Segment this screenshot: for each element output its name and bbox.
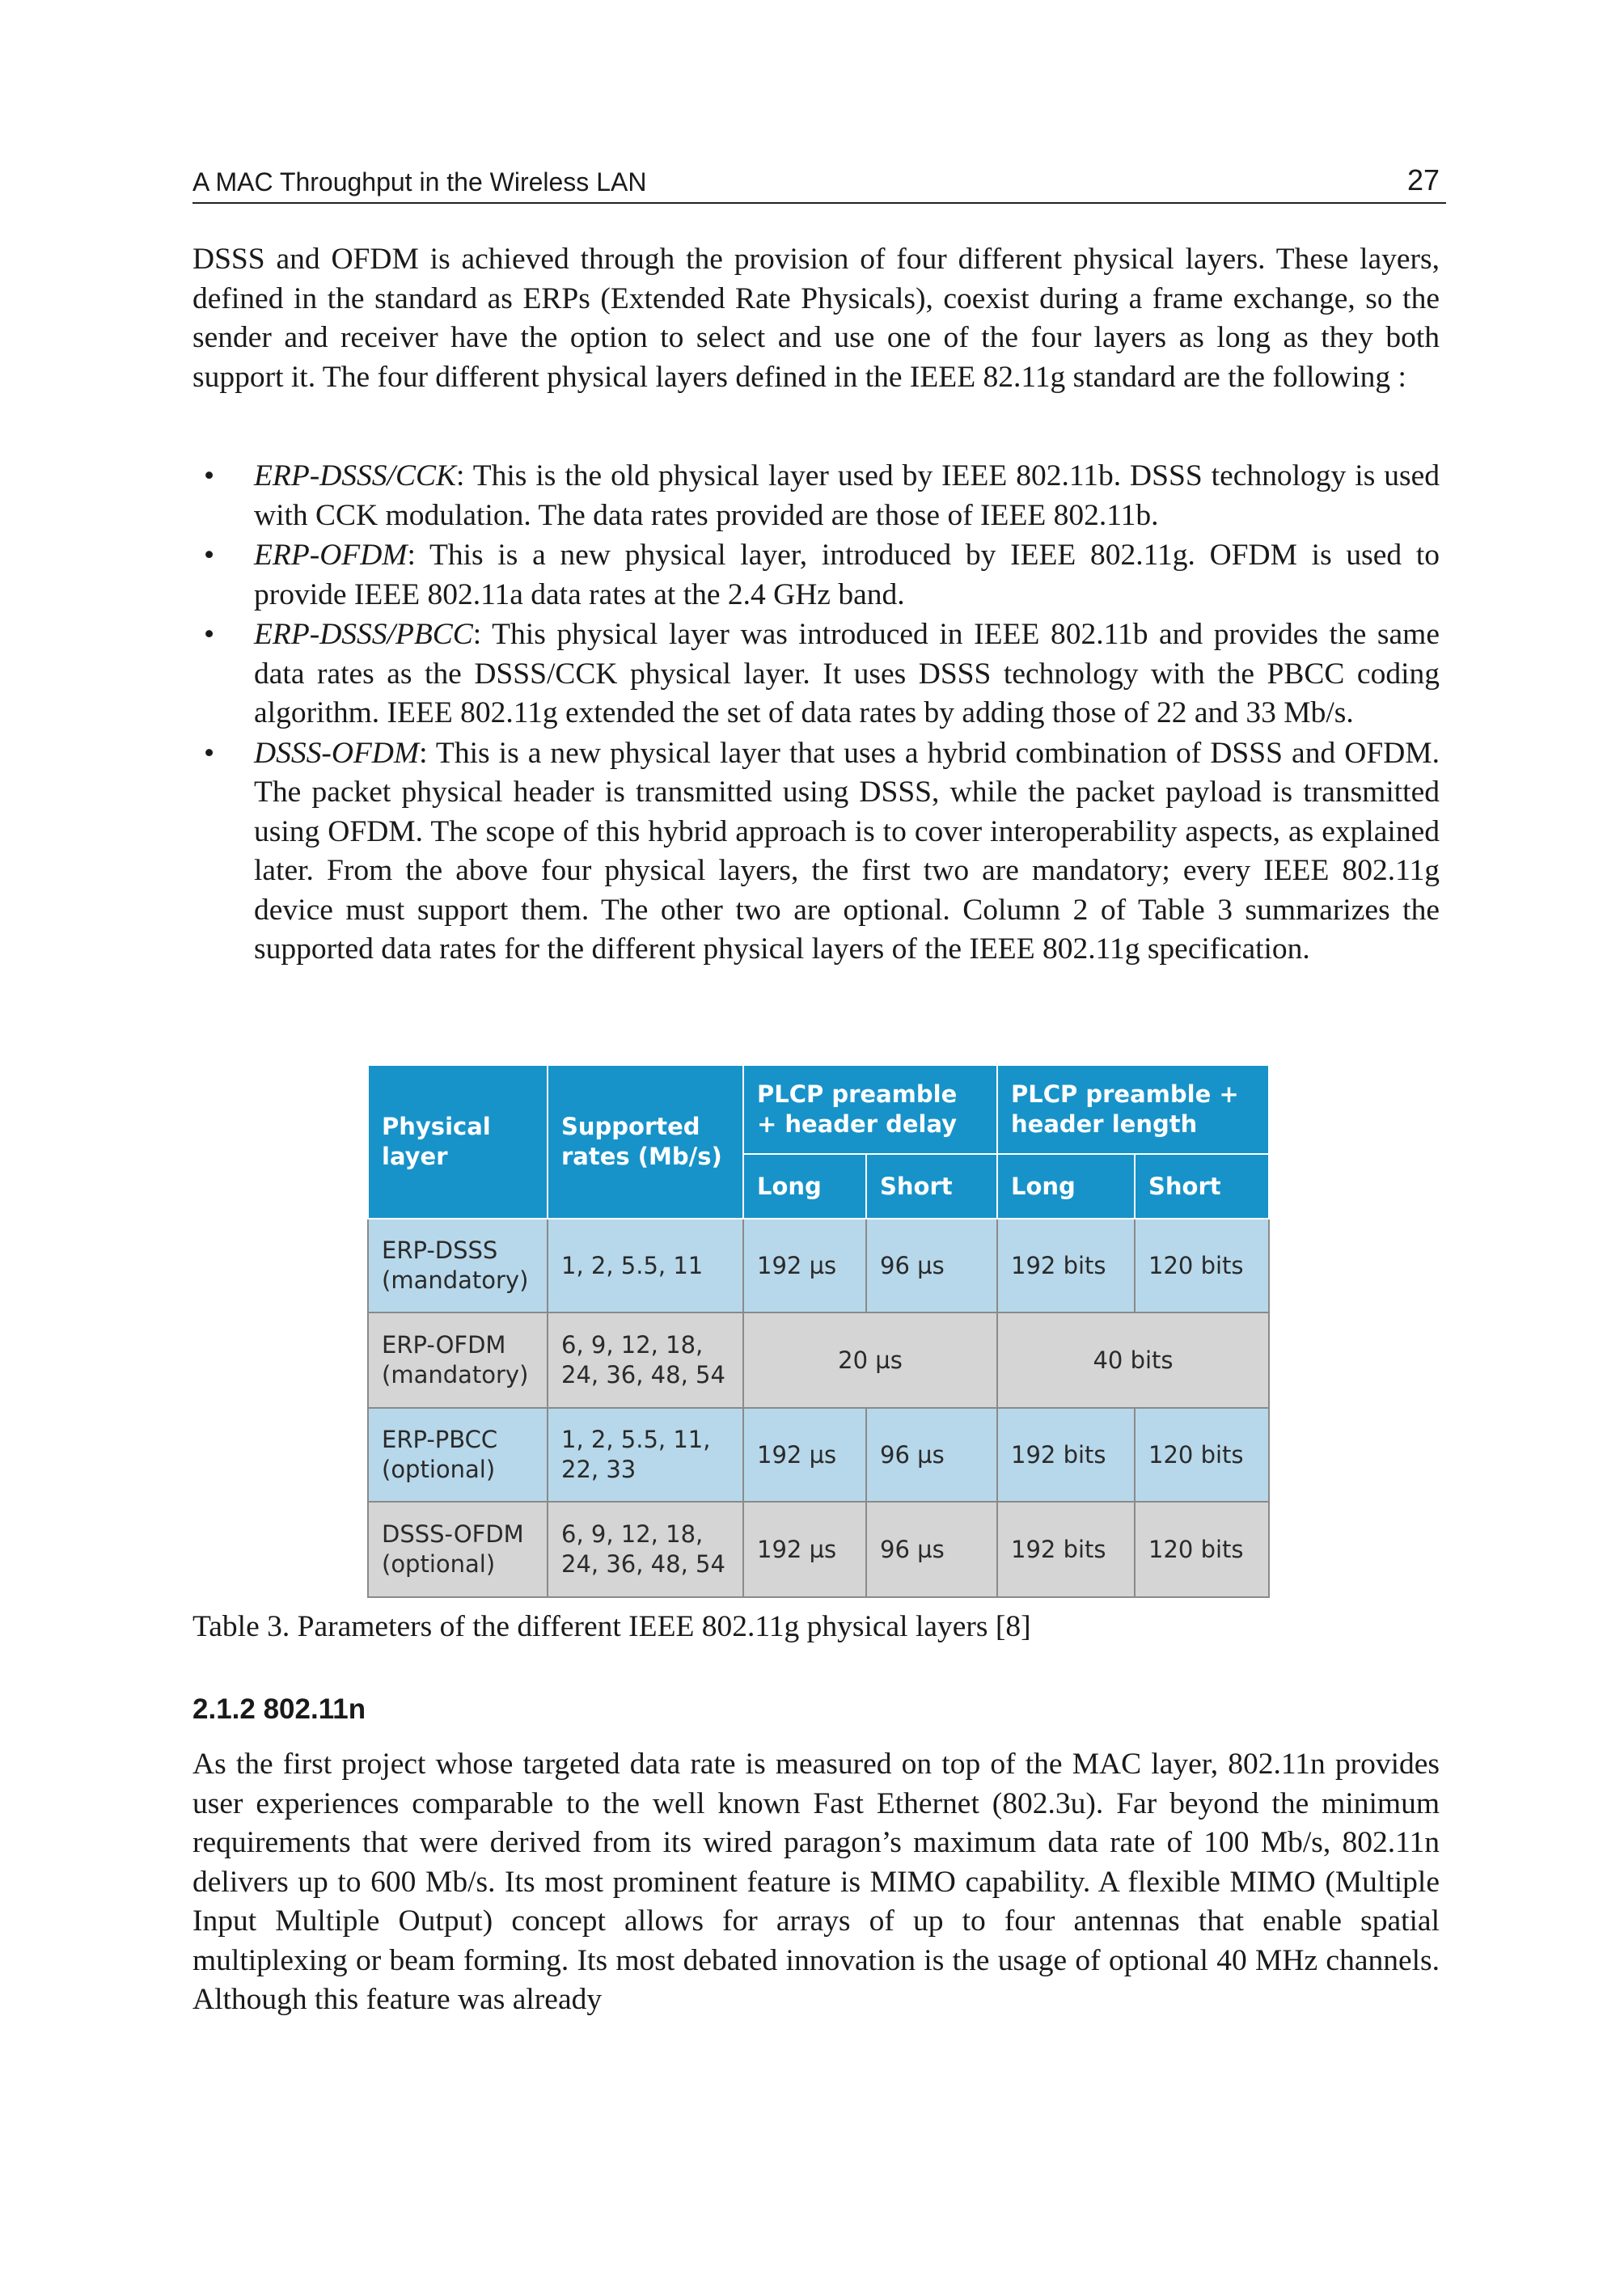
cell-length-merged: 40 bits <box>997 1312 1269 1408</box>
cell-length-short: 120 bits <box>1135 1502 1269 1597</box>
cell-delay-short: 96 µs <box>866 1502 997 1597</box>
page-header <box>192 162 1446 204</box>
header-length-group: PLCP preamble + header length <box>997 1065 1269 1154</box>
cell-supported-rates: 1, 2, 5.5, 11, 22, 33 <box>548 1408 743 1502</box>
bullet-term: DSSS-OFDM <box>254 736 420 770</box>
list-item <box>192 734 1440 970</box>
bullet-icon: • <box>204 539 215 572</box>
list-item <box>192 536 1440 615</box>
cell-delay-long: 192 µs <box>743 1219 866 1312</box>
layer-name: ERP-DSSS <box>382 1236 498 1264</box>
header-delay-long: Long <box>743 1154 866 1219</box>
bullet-icon: • <box>204 736 215 770</box>
intro-paragraph: DSSS and OFDM is achieved through the provision of four different physical layers. These layers, defined in the standard as ERPs (Extended Rate Physicals), coexist during a frame exchange, so the sender and receiver have the option to select and use one of the four layers as long as they both support it. The four different physical layers defined in the IEEE 82.11g standard are the following : <box>192 243 1440 394</box>
layer-status: (mandatory) <box>382 1266 529 1294</box>
cell-delay-short: 96 µs <box>866 1408 997 1502</box>
header-delay-short: Short <box>866 1154 997 1219</box>
header-length-short: Short <box>1135 1154 1269 1219</box>
header-delay-group: PLCP preamble + header delay <box>743 1065 997 1154</box>
parameters-table-figure <box>367 1064 1268 1596</box>
cell-delay-merged: 20 µs <box>743 1312 997 1408</box>
bullet-term: ERP-OFDM <box>254 539 408 572</box>
cell-length-long: 192 bits <box>997 1219 1135 1312</box>
bullet-icon: • <box>204 618 215 651</box>
bullet-term: ERP-DSSS/CCK <box>254 459 456 492</box>
list-item <box>192 457 1440 535</box>
cell-length-long: 192 bits <box>997 1408 1135 1502</box>
layer-status: (mandatory) <box>382 1361 529 1389</box>
layer-status: (optional) <box>382 1456 496 1483</box>
cell-supported-rates: 6, 9, 12, 18, 24, 36, 48, 54 <box>548 1312 743 1408</box>
header-length-long: Long <box>997 1154 1135 1219</box>
section-paragraph: As the first project whose targeted data rate is measured on top of the MAC layer, 802.11n provides user experiences comparable to the well known Fast Ethernet (802.3u). Far beyond the minimum requirements that were derived from its wired paragon’s maximum data rate of 100 Mb/s, 802.11n delivers up to 600 Mb/s. Its most prominent feature is MIMO capability. A flexible MIMO (Multiple Input Multiple Output) concept allows for arrays of up to four antennas that enable spatial multiplexing or beam forming. Its most debated innovation is the usage of optional 40 MHz channels. Although this feature was already <box>192 1748 1440 2016</box>
layer-status: (optional) <box>382 1550 496 1578</box>
cell-delay-short: 96 µs <box>866 1219 997 1312</box>
cell-delay-long: 192 µs <box>743 1502 866 1597</box>
cell-physical-layer <box>368 1502 548 1597</box>
section-heading: 2.1.2 802.11n <box>192 1693 366 1725</box>
cell-delay-long: 192 µs <box>743 1408 866 1502</box>
parameters-table <box>367 1064 1270 1598</box>
cell-physical-layer <box>368 1219 548 1312</box>
layer-name: ERP-PBCC <box>382 1426 498 1453</box>
bullet-text: : This physical layer was introduced in IEEE 802.11b and provides the same data rates as the DSSS/CCK physical layer. It uses DSSS technology with the PBCC coding algorithm. IEEE 802.11g extended the set of data rates by adding those of 22 and 33 Mb/s. <box>254 618 1440 729</box>
header-physical-layer: Physical layer <box>368 1065 548 1219</box>
cell-supported-rates: 1, 2, 5.5, 11 <box>548 1219 743 1312</box>
physical-layer-list <box>192 457 1440 970</box>
table-row <box>368 1312 1269 1408</box>
bullet-text: : This is the old physical layer used by IEEE 802.11b. DSSS technology is used with CCK modulation. The data rates provided are those of IEEE 802.11b. <box>254 459 1440 532</box>
page-number: 27 <box>1406 163 1440 197</box>
cell-physical-layer <box>368 1408 548 1502</box>
cell-length-short: 120 bits <box>1135 1219 1269 1312</box>
running-title: A MAC Throughput in the Wireless LAN <box>192 167 647 197</box>
bullet-text: : This is a new physical layer that uses a hybrid combination of DSSS and OFDM. The packet physical header is transmitted using DSSS, while the packet payload is transmitted using OFDM. The scope of this hybrid approach is to cover interoperability aspects, as explained later. From the above four physical layers, the first two are mandatory; every IEEE 802.11g device must support them. The other two are optional. Column 2 of Table 3 summarizes the supported data rates for the different physical layers of the IEEE 802.11g specification. <box>254 736 1440 966</box>
header-supported-rates: Supported rates (Mb/s) <box>548 1065 743 1219</box>
cell-length-short: 120 bits <box>1135 1408 1269 1502</box>
layer-name: DSSS-OFDM <box>382 1520 524 1548</box>
table-row <box>368 1219 1269 1312</box>
list-item <box>192 615 1440 733</box>
bullet-icon: • <box>204 459 215 492</box>
cell-physical-layer <box>368 1312 548 1408</box>
table-row <box>368 1408 1269 1502</box>
bullet-text: : This is a new physical layer, introduced by IEEE 802.11g. OFDM is used to provide IEEE 802.11a data rates at the 2.4 GHz band. <box>254 539 1440 611</box>
cell-length-long: 192 bits <box>997 1502 1135 1597</box>
table-caption: Table 3. Parameters of the different IEEE 802.11g physical layers [8] <box>192 1610 1031 1643</box>
layer-name: ERP-OFDM <box>382 1331 506 1359</box>
bullet-term: ERP-DSSS/PBCC <box>254 618 473 651</box>
table-row <box>368 1502 1269 1597</box>
cell-supported-rates: 6, 9, 12, 18, 24, 36, 48, 54 <box>548 1502 743 1597</box>
